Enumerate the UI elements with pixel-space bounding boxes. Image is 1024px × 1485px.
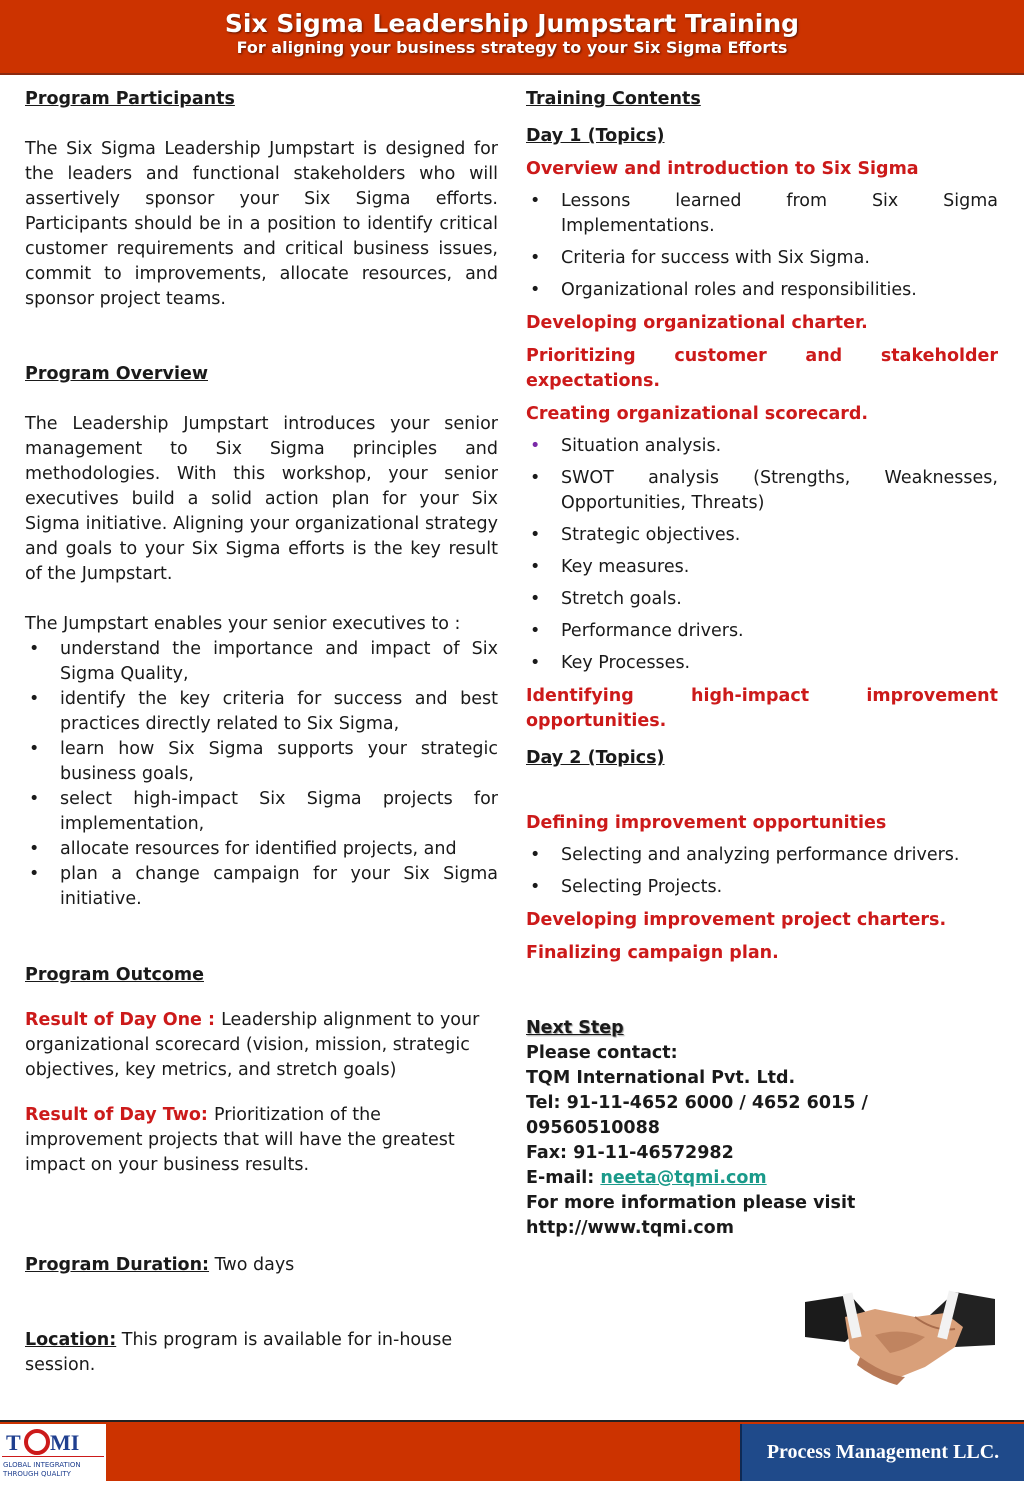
training-heading: Training Contents xyxy=(526,89,701,109)
enables-list xyxy=(25,637,498,912)
website-url[interactable]: http://www.tqmi.com xyxy=(526,1218,734,1238)
list-item: • Stretch goals. xyxy=(530,589,682,609)
page-subtitle: For aligning your business strategy to your Six Sigma Efforts xyxy=(236,38,788,57)
duration-section xyxy=(25,1253,498,1278)
participants-heading: Program Participants xyxy=(25,89,235,109)
header-banner xyxy=(0,0,1024,75)
location-section xyxy=(25,1328,498,1378)
topic-campaign-plan: Finalizing campaign plan. xyxy=(526,943,779,963)
day1-result-label: Result of Day One : xyxy=(25,1010,222,1030)
participants-section xyxy=(25,87,498,312)
list-item: • Key measures. xyxy=(530,557,690,577)
list-item: • Organizational roles and responsibilities. xyxy=(530,280,917,300)
topic-defining-list xyxy=(526,843,998,900)
overview-section xyxy=(25,362,498,912)
topic-charter: Developing organizational charter. xyxy=(526,313,868,333)
location-value: This program is available for in-house session. xyxy=(25,1330,453,1375)
list-item: • Key Processes. xyxy=(530,653,691,673)
duration-label: Program Duration: xyxy=(25,1255,210,1275)
next-step-heading: Next Step xyxy=(526,1018,624,1038)
company-name: TQM International Pvt. Ltd. xyxy=(526,1068,796,1088)
list-item: • SWOT analysis (Strengths, Weaknesses, Opportunities, Threats) xyxy=(530,468,998,513)
day1-result-text: Leadership alignment to your organizational scorecard (vision, mission, strategic objectives, key metrics, and stretch goals) xyxy=(25,1010,480,1080)
day2-result xyxy=(25,1103,498,1178)
list-item: • Selecting Projects. xyxy=(530,877,723,897)
day2-result-text: Prioritization of the improvement projects that will have the greatest impact on your business results. xyxy=(25,1105,455,1175)
list-item: • understand the importance and impact of Six Sigma Quality, xyxy=(29,639,498,684)
day1-heading: Day 1 (Topics) xyxy=(526,126,665,146)
footer-company: Process Management LLC. xyxy=(740,1424,1024,1481)
duration-value: Two days xyxy=(209,1255,295,1275)
list-item: • allocate resources for identified projects, and xyxy=(29,839,457,859)
outcome-section xyxy=(25,963,498,1178)
page-title: Six Sigma Leadership Jumpstart Training xyxy=(224,9,800,38)
topic-scorecard-list xyxy=(526,434,998,676)
tqmi-logo-icon xyxy=(0,1424,106,1481)
email-link[interactable]: neeta@tqmi.com xyxy=(600,1168,767,1188)
topic-overview: Overview and introduction to Six Sigma xyxy=(526,159,919,179)
overview-heading: Program Overview xyxy=(25,364,208,384)
day2-heading: Day 2 (Topics) xyxy=(526,748,665,768)
more-info-line: For more information please visit xyxy=(526,1193,856,1213)
participants-text: The Six Sigma Leadership Jumpstart is designed for the leaders and functional stakeholders who will assertively sponsor your Six Sigma efforts. Participants should be in a position to identify critical customer requirements and critical business issues, commit to improvements, allocate resources, and sponsor project teams. xyxy=(25,139,498,309)
list-item: • plan a change campaign for your Six Sigma initiative. xyxy=(29,864,498,909)
topic-defining: Defining improvement opportunities xyxy=(526,813,887,833)
overview-text: The Leadership Jumpstart introduces your senior management to Six Sigma principles and methodologies. With this workshop, your senior executives build a solid action plan for your Six Sigma initiative. Aligning your organizational strategy and goals to your Six Sigma efforts is the key result of the Jumpstart. xyxy=(25,414,498,584)
svg-text:THROUGH QUALITY: THROUGH QUALITY xyxy=(3,1470,71,1478)
list-item: • identify the key criteria for success and best practices directly related to Six Sigma, xyxy=(29,689,498,734)
next-step-section xyxy=(526,1016,998,1241)
list-item: • Performance drivers. xyxy=(530,621,744,641)
tqmi-logo xyxy=(0,1424,106,1481)
list-item: • Selecting and analyzing performance drivers. xyxy=(530,845,960,865)
topic-overview-list xyxy=(526,189,998,303)
outcome-heading: Program Outcome xyxy=(25,965,204,985)
topic-scorecard: Creating organizational scorecard. xyxy=(526,404,869,424)
list-item: • Situation analysis. xyxy=(530,436,722,456)
svg-text:GLOBAL INTEGRATION: GLOBAL INTEGRATION xyxy=(3,1461,81,1469)
topic-prioritizing: Prioritizing customer and stakeholder expectations. xyxy=(526,346,998,391)
email-line: E-mail: neeta@tqmi.com xyxy=(526,1168,767,1188)
enables-intro: The Jumpstart enables your senior executives to : xyxy=(25,614,461,634)
topic-identifying: Identifying high-impact improvement opportunities. xyxy=(526,686,998,731)
contact-line: Please contact: xyxy=(526,1043,678,1063)
right-column xyxy=(526,87,998,1241)
location-label: Location: xyxy=(25,1330,117,1350)
list-item: • Strategic objectives. xyxy=(530,525,741,545)
footer-bar xyxy=(0,1420,1024,1481)
list-item: • Lessons learned from Six Sigma Implementations. xyxy=(530,191,998,236)
phone-numbers: Tel: 91-11-4652 6000 / 4652 6015 / 09560510088 xyxy=(526,1093,868,1138)
list-item: • Criteria for success with Six Sigma. xyxy=(530,248,870,268)
fax-number: Fax: 91-11-46572982 xyxy=(526,1143,734,1163)
list-item: • learn how Six Sigma supports your strategic business goals, xyxy=(29,739,498,784)
handshake-image xyxy=(805,1287,995,1387)
svg-text:MI: MI xyxy=(50,1430,80,1455)
svg-text:T: T xyxy=(6,1430,21,1455)
day2-result-label: Result of Day Two: xyxy=(25,1105,214,1125)
topic-project-charters: Developing improvement project charters. xyxy=(526,910,947,930)
list-item: • select high-impact Six Sigma projects for implementation, xyxy=(29,789,498,834)
day1-result xyxy=(25,1008,498,1083)
